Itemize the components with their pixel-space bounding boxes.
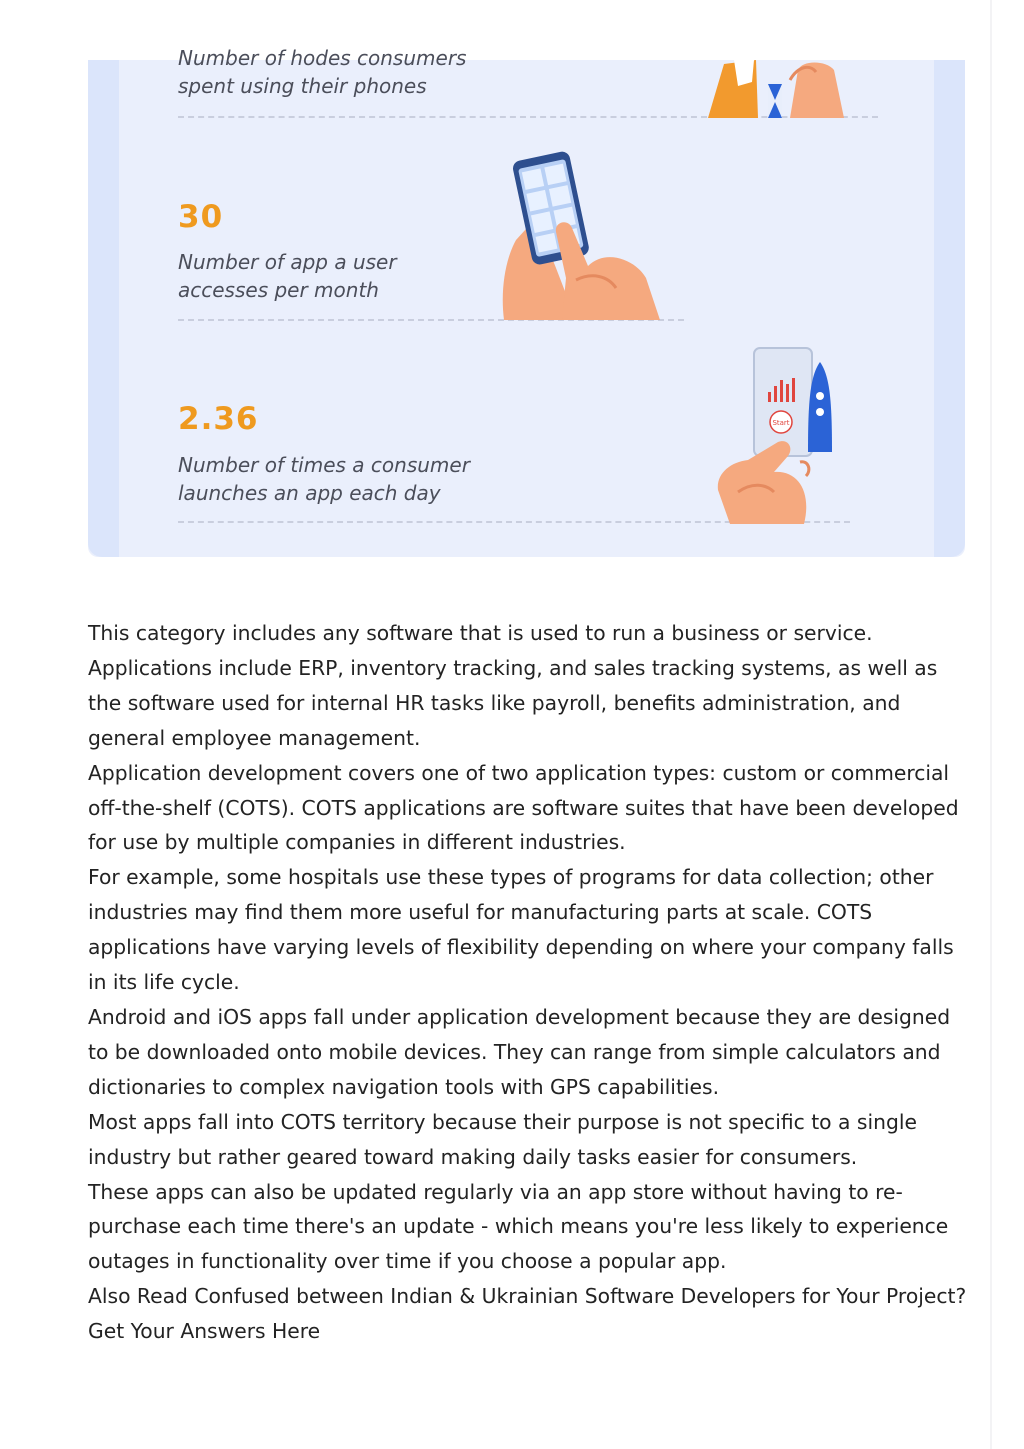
right-band	[934, 60, 965, 557]
stat-2-label-line2: accesses per month	[178, 278, 379, 302]
stat-1-label-line2: spent using their phones	[178, 74, 427, 98]
stat-2-label-line1: Number of app a user	[178, 250, 397, 274]
left-band	[88, 60, 119, 557]
paragraph-example-hospitals: For example, some hospitals use these types of programs for data collection; other industries may find them more useful for manufacturing parts at scale. COTS applications have varying levels of flexibility depending on where your company falls in its life cycle.	[88, 865, 954, 995]
stat-2-number: 30	[178, 199, 224, 235]
paragraph-cots-territory: Most apps fall into COTS territory because their purpose is not specific to a single industry but rather geared toward making daily tasks easier for consumers.	[88, 1109, 917, 1169]
stat-3-label-line1: Number of times a consumer	[178, 453, 470, 477]
stat-1-label-line1: Number of hodes consumers	[178, 46, 467, 70]
rocket-launch-illustration	[708, 342, 848, 524]
also-read-link[interactable]: Also Read Confused between Indian & Ukrainian Software Developers for Your Project? Get Your Answers Here	[88, 1284, 967, 1344]
app-usage-infographic	[88, 46, 965, 557]
paragraph-application-types: Application development covers one of two application types: custom or commercial off-the-shelf (COTS). COTS applications are software suites that have been developed for use by multiple companies in different industries.	[88, 760, 959, 855]
hourglass-hand-illustration	[694, 60, 864, 120]
paragraph-android-ios: Android and iOS apps fall under application development because they are designed to be downloaded onto mobile devices. They can range from simple calculators and dictionaries to complex navigation tools with GPS capabilities.	[88, 1004, 951, 1099]
stat-1-label	[178, 44, 518, 100]
stat-3-number: 2.36	[178, 401, 259, 437]
paragraph-app-updates: These apps can also be updated regularly via an app store without having to re-purchase each time there's an update - which means you're less likely to experience outages in functionality over time if you choose a popular app.	[88, 1179, 949, 1274]
start-button-text: Start	[772, 419, 790, 427]
stat-3-label	[178, 451, 518, 507]
paragraph-business-software: This category includes any software that is used to run a business or service. Applications include ERP, inventory tracking, and sales tracking systems, as well as the software used for internal HR tasks like payroll, benefits administration, and general employee management.	[88, 621, 938, 750]
stat-3-label-line2: launches an app each day	[178, 481, 441, 505]
article-body	[88, 616, 973, 1349]
page-edge	[990, 0, 992, 1449]
stat-2-label	[178, 248, 518, 304]
phone-hand-illustration	[496, 148, 666, 322]
